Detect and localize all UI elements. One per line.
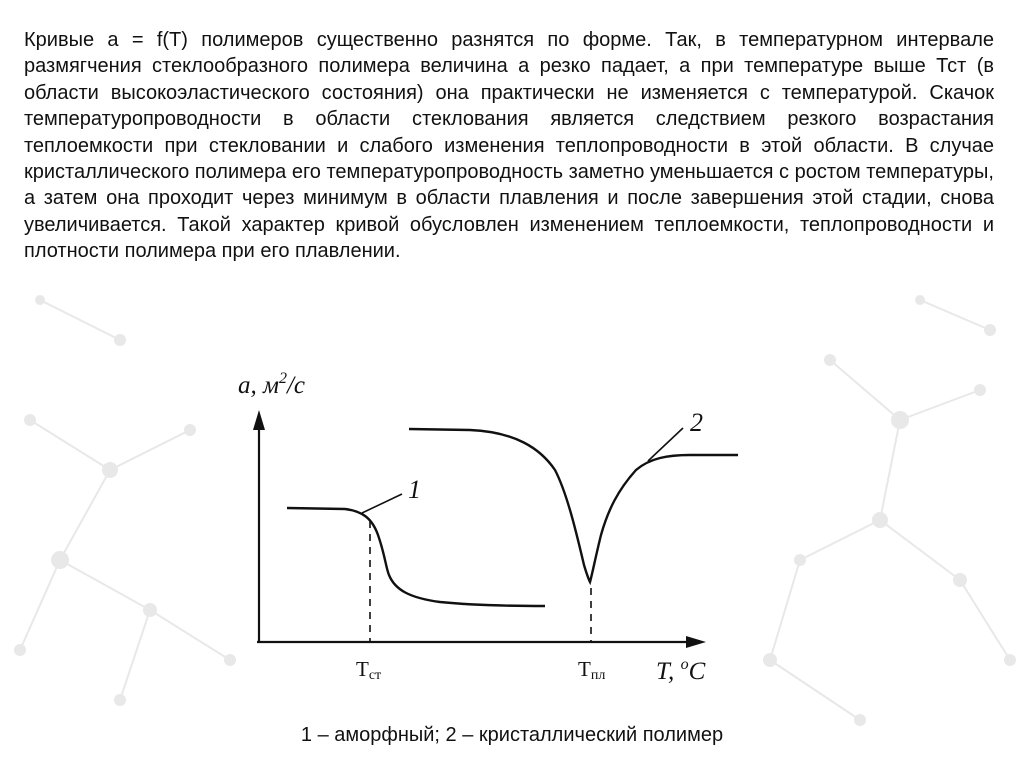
y-axis: [253, 410, 265, 643]
figure-caption: 1 – аморфный; 2 – кристаллический полимер: [300, 724, 724, 746]
curve-1-label: 1: [408, 475, 421, 504]
curve-1-leader-line: [362, 494, 402, 513]
curve-2-label: 2: [690, 408, 703, 437]
curve-1-amorphous: [287, 508, 545, 606]
x-axis-label: T, $^o$C: [656, 656, 706, 685]
curve-2-crystalline: [409, 429, 738, 582]
glass-transition-temperature-label: Tст: [356, 657, 382, 683]
y-axis-label: a, $м^2/с$: [238, 370, 306, 399]
melting-temperature-label: Tпл: [578, 657, 606, 683]
body-paragraph: Кривые a = f(T) полимеров существенно разнятся по форме. Так, в температурном интервале размягчения стеклообразного полимера величина a резко падает, а при температуре выше Тст (в области высокоэластического состояния) она практически не изменяется с температурой. Скачок температуропроводности в области стеклования является следствием резкого возрастания теплоемкости при стекловании и слабого изменения теплопроводности в этой области. В случае кристаллического полимера его температуропроводность заметно уменьшается с ростом температуры, а затем она проходит через минимум в области плавления и после завершения этой стадии, снова увеличивается. Такой характер кривой обусловлен изменением теплоемкости, теплопроводности и плотности полимера при его плавлении.: [24, 29, 994, 263]
x-axis: [257, 636, 706, 648]
